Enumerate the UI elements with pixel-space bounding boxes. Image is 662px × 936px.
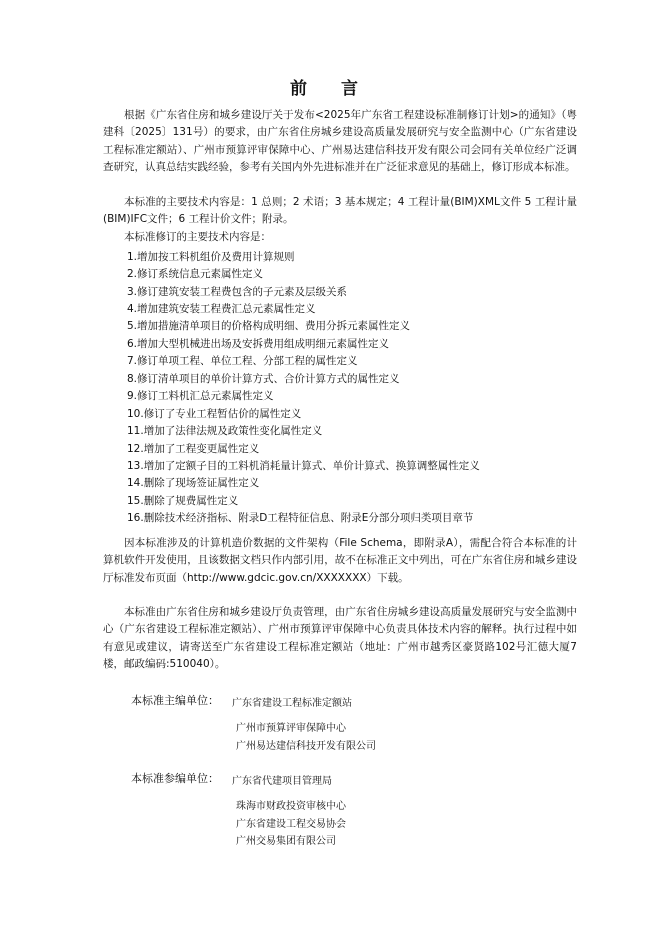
chief-editor-label: 本标准主编单位： [131,694,219,707]
participant-unit: 广东省建设工程交易协会 [236,819,346,830]
participant-unit: 广州交易集团有限公司 [236,836,336,847]
list-item: 6.增加大型机械进出场及安拆费用组成明细元素属性定义 [127,338,390,350]
list-item: 14.删除了现场签证属性定义 [127,477,260,489]
list-item: 2.修订系统信息元素属性定义 [127,268,264,280]
list-item: 16.删除技术经济指标、附录D工程特征信息、附录E分部分项归类项目章节 [127,512,474,524]
chief-unit: 广东省建设工程标准定额站 [232,698,352,709]
list-item: 15.删除了规费属性定义 [127,495,239,507]
list-item: 4.增加建筑安装工程费汇总元素属性定义 [127,303,316,315]
paragraph-management: 本标准由广东省住房和城乡建设厅负责管理，由广东省住房城乡建设高质量发展研究与安全监测中心（广东省建设工程标准定额站）、广州市预算评审保障中心负责具体技术内容的解释。执行过程中如有意见或建议，请寄送至广东省建设工程标准定额站（地址：广州市越秀区豪贤路102号汇德大厦7楼，邮政编码:510040）。 [103,606,577,671]
list-item: 9.修订工料机汇总元素属性定义 [127,390,274,402]
list-item: 7.修订单项工程、单位工程、分部工程的属性定义 [127,355,358,367]
list-item: 10.修订了专业工程暂估价的属性定义 [127,408,302,420]
chief-unit: 广州易达建信科技开发有限公司 [236,741,376,752]
list-item: 12.增加了工程变更属性定义 [127,443,260,455]
list-item: 1.增加按工料机组价及费用计算规则 [127,251,295,263]
participant-unit: 广东省代建项目管理局 [232,776,332,787]
chief-unit: 广州市预算评审保障中心 [236,723,346,734]
list-item: 11.增加了法律法规及政策性变化属性定义 [127,425,323,437]
list-item: 5.增加措施清单项目的价格构成明细、费用分拆元素属性定义 [127,320,411,332]
paragraph-main-content: 本标准的主要技术内容是：1 总则；2 术语；3 基本规定；4 工程计量(BIM)XML文件 5 工程计量(BIM)IFC文件；6 工程计价文件；附录。 [103,196,577,226]
paragraph-file-schema: 因本标准涉及的计算机造价数据的文件架构（File Schema，即附录A），需配合符合本标准的计算机软件开发使用，且该数据文档只作内部引用，故不在标准正文中列出，可在广东省住房和城乡建设厅标准发布页面（http://www.gdcic.gov.cn/XXXXXXX）下载。 [103,537,577,584]
page-title: 前 言 [290,79,372,99]
paragraph-revision-intro: 本标准修订的主要技术内容是： [124,231,271,243]
participant-unit: 珠海市财政投资审核中心 [236,801,346,812]
participant-label: 本标准参编单位： [131,772,219,785]
list-item: 13.增加了定额子目的工料机消耗量计算式、单价计算式、换算调整属性定义 [127,460,480,472]
paragraph-basis: 根据《广东省住房和城乡建设厅关于发布<2025年广东省工程建设标准制修订计划>的通知》（粤建科〔2025〕131号）的要求，由广东省住房城乡建设高质量发展研究与安全监测中心（广东省建设工程标准定额站）、广州市预算评审保障中心、广州易达建信科技开发有限公司会同有关单位经广泛调查研究，认真总结实践经验，参考有关国内外先进标准并在广泛征求意见的基础上，修订形成本标准。 [103,109,577,174]
list-item: 8.修订清单项目的单价计算方式、合价计算方式的属性定义 [127,373,400,385]
list-item: 3.修订建筑安装工程费包含的子元素及层级关系 [127,286,348,298]
